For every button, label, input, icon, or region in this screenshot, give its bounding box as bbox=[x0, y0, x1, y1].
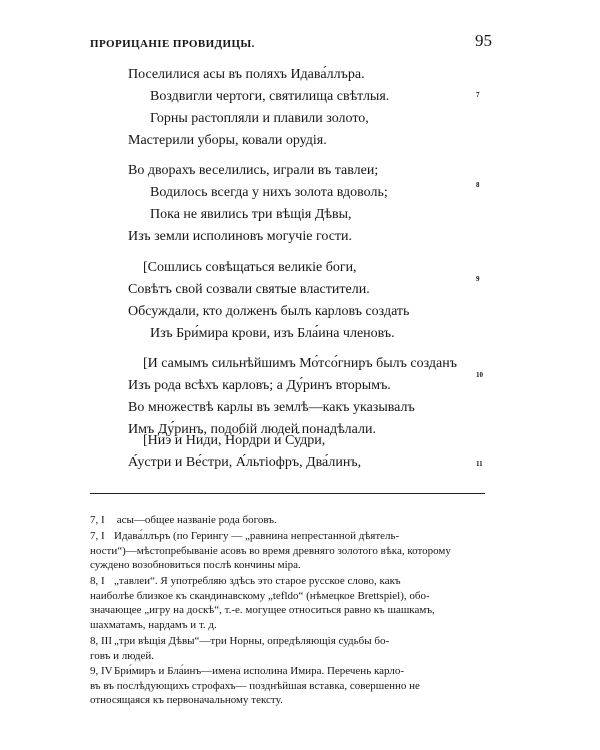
footnote-text: шахматамъ, нардамъ и т. д. bbox=[90, 618, 217, 631]
footnote-text: наиболѣе близкое къ скандинавскому „tefldo“ (нѣмецкое Brettspiel), обо- bbox=[90, 589, 430, 602]
verse-line: Изъ Бри́мира крови, изъ Бла́ина членовъ. bbox=[150, 326, 395, 341]
running-header-title: ПРОРИЦАНIЕ ПРОВИДИЦЫ. bbox=[90, 38, 255, 50]
footnote-text: Бри́миръ и Бла́инъ—имена исполина Имира. Перечень карло- bbox=[114, 665, 405, 677]
footnote-text: Идава́ллъръ (по Герингу — „равнина непрестанной дѣятель- bbox=[114, 530, 400, 542]
verse-line: А́устри и Ве́стри, А́льтiофръ, Два́линъ, bbox=[128, 455, 362, 470]
page-number: 95 bbox=[475, 31, 492, 50]
footnote-reference: 7, I bbox=[90, 530, 105, 542]
verse-line: Мастерили уборы, ковали орудiя. bbox=[128, 133, 327, 148]
verse-line: Во множествѣ карлы въ землѣ—какъ указывалъ bbox=[128, 400, 415, 415]
verse-line: Имъ Ду́ринъ, подобiй людей понадѣлали. bbox=[128, 422, 376, 437]
footnote-text: асы—общее названiе рода боговъ. bbox=[116, 514, 277, 526]
verse-line: Водилось всегда у нихъ золота вдоволь; bbox=[150, 185, 388, 200]
footnote bbox=[90, 574, 485, 632]
verse-line: Изъ земли исполиновъ могучiе гости. bbox=[128, 229, 353, 244]
footnote bbox=[90, 634, 485, 663]
verse-line: Воздвигли чертоги, святилища свѣтлыя. bbox=[150, 89, 390, 104]
footnote bbox=[90, 529, 485, 573]
footnote bbox=[90, 664, 485, 708]
footnote-text: ности“)—мѣстопребыванiе асовъ во время древняго золотого вѣка, которому bbox=[90, 544, 451, 557]
stanza-number: 8 bbox=[476, 181, 480, 189]
stanza-number: 10 bbox=[476, 371, 483, 379]
verse-line: Изъ рода всѣхъ карловъ; а Ду́ринъ вторымъ. bbox=[128, 378, 391, 393]
footnote-text: говъ и людей. bbox=[90, 649, 154, 662]
footnote-text: относящаяся къ первоначальному тексту. bbox=[90, 694, 283, 706]
verse-line: Поселилися асы въ поляхъ Идава́ллъра. bbox=[128, 67, 365, 82]
verse-line: Совѣтъ свой созвали святые властители. bbox=[128, 282, 370, 297]
footnote-text: „тавлеи“. Я употребляю здѣсь это старое русское слово, какъ bbox=[114, 575, 401, 587]
verse-line: Горны растопляли и плавили золото, bbox=[150, 111, 369, 126]
footnote-reference: 8, I bbox=[90, 575, 105, 587]
verse-line: [Ни́э и Ни́ди, Но́рдри и Су́дри, bbox=[143, 433, 326, 448]
verse-line: Во дворахъ веселились, играли въ тавлеи; bbox=[128, 163, 379, 178]
footnote-text: въ въ послѣдующихъ строфахъ— позднѣйшая вставка, совершенно не bbox=[90, 679, 420, 692]
footnote bbox=[90, 513, 485, 528]
footnote-text: „три вѣщiя Дѣвы“—три Норны, опредѣляющiя судьбы бо- bbox=[114, 635, 390, 647]
verse-line: Пока не явились три вѣщiя Дѣвы, bbox=[150, 207, 352, 222]
footnote-text: значающее „игру на доскѣ“, т.-е. могущее относиться равно къ шашкамъ, bbox=[90, 604, 435, 616]
verse-line: [И самымъ сильнѣйшимъ Мо́тсо́гниръ былъ созданъ bbox=[143, 356, 457, 371]
verse-line: [Сошлись совѣщаться великiе боги, bbox=[143, 260, 357, 275]
footnote-reference: 9, IV bbox=[90, 665, 113, 677]
stanza-number: 11 bbox=[476, 460, 483, 468]
verse-line: Обсуждали, кто долженъ былъ карловъ создать bbox=[128, 304, 410, 319]
footnote-divider bbox=[90, 493, 485, 494]
footnote-reference: 7, I bbox=[90, 514, 105, 526]
footnote-reference: 8, III bbox=[90, 635, 112, 647]
footnote-text: суждено возобновиться послѣ кончины мiра. bbox=[90, 559, 301, 571]
stanza-number: 7 bbox=[476, 91, 480, 99]
stanza-number: 9 bbox=[476, 275, 480, 283]
